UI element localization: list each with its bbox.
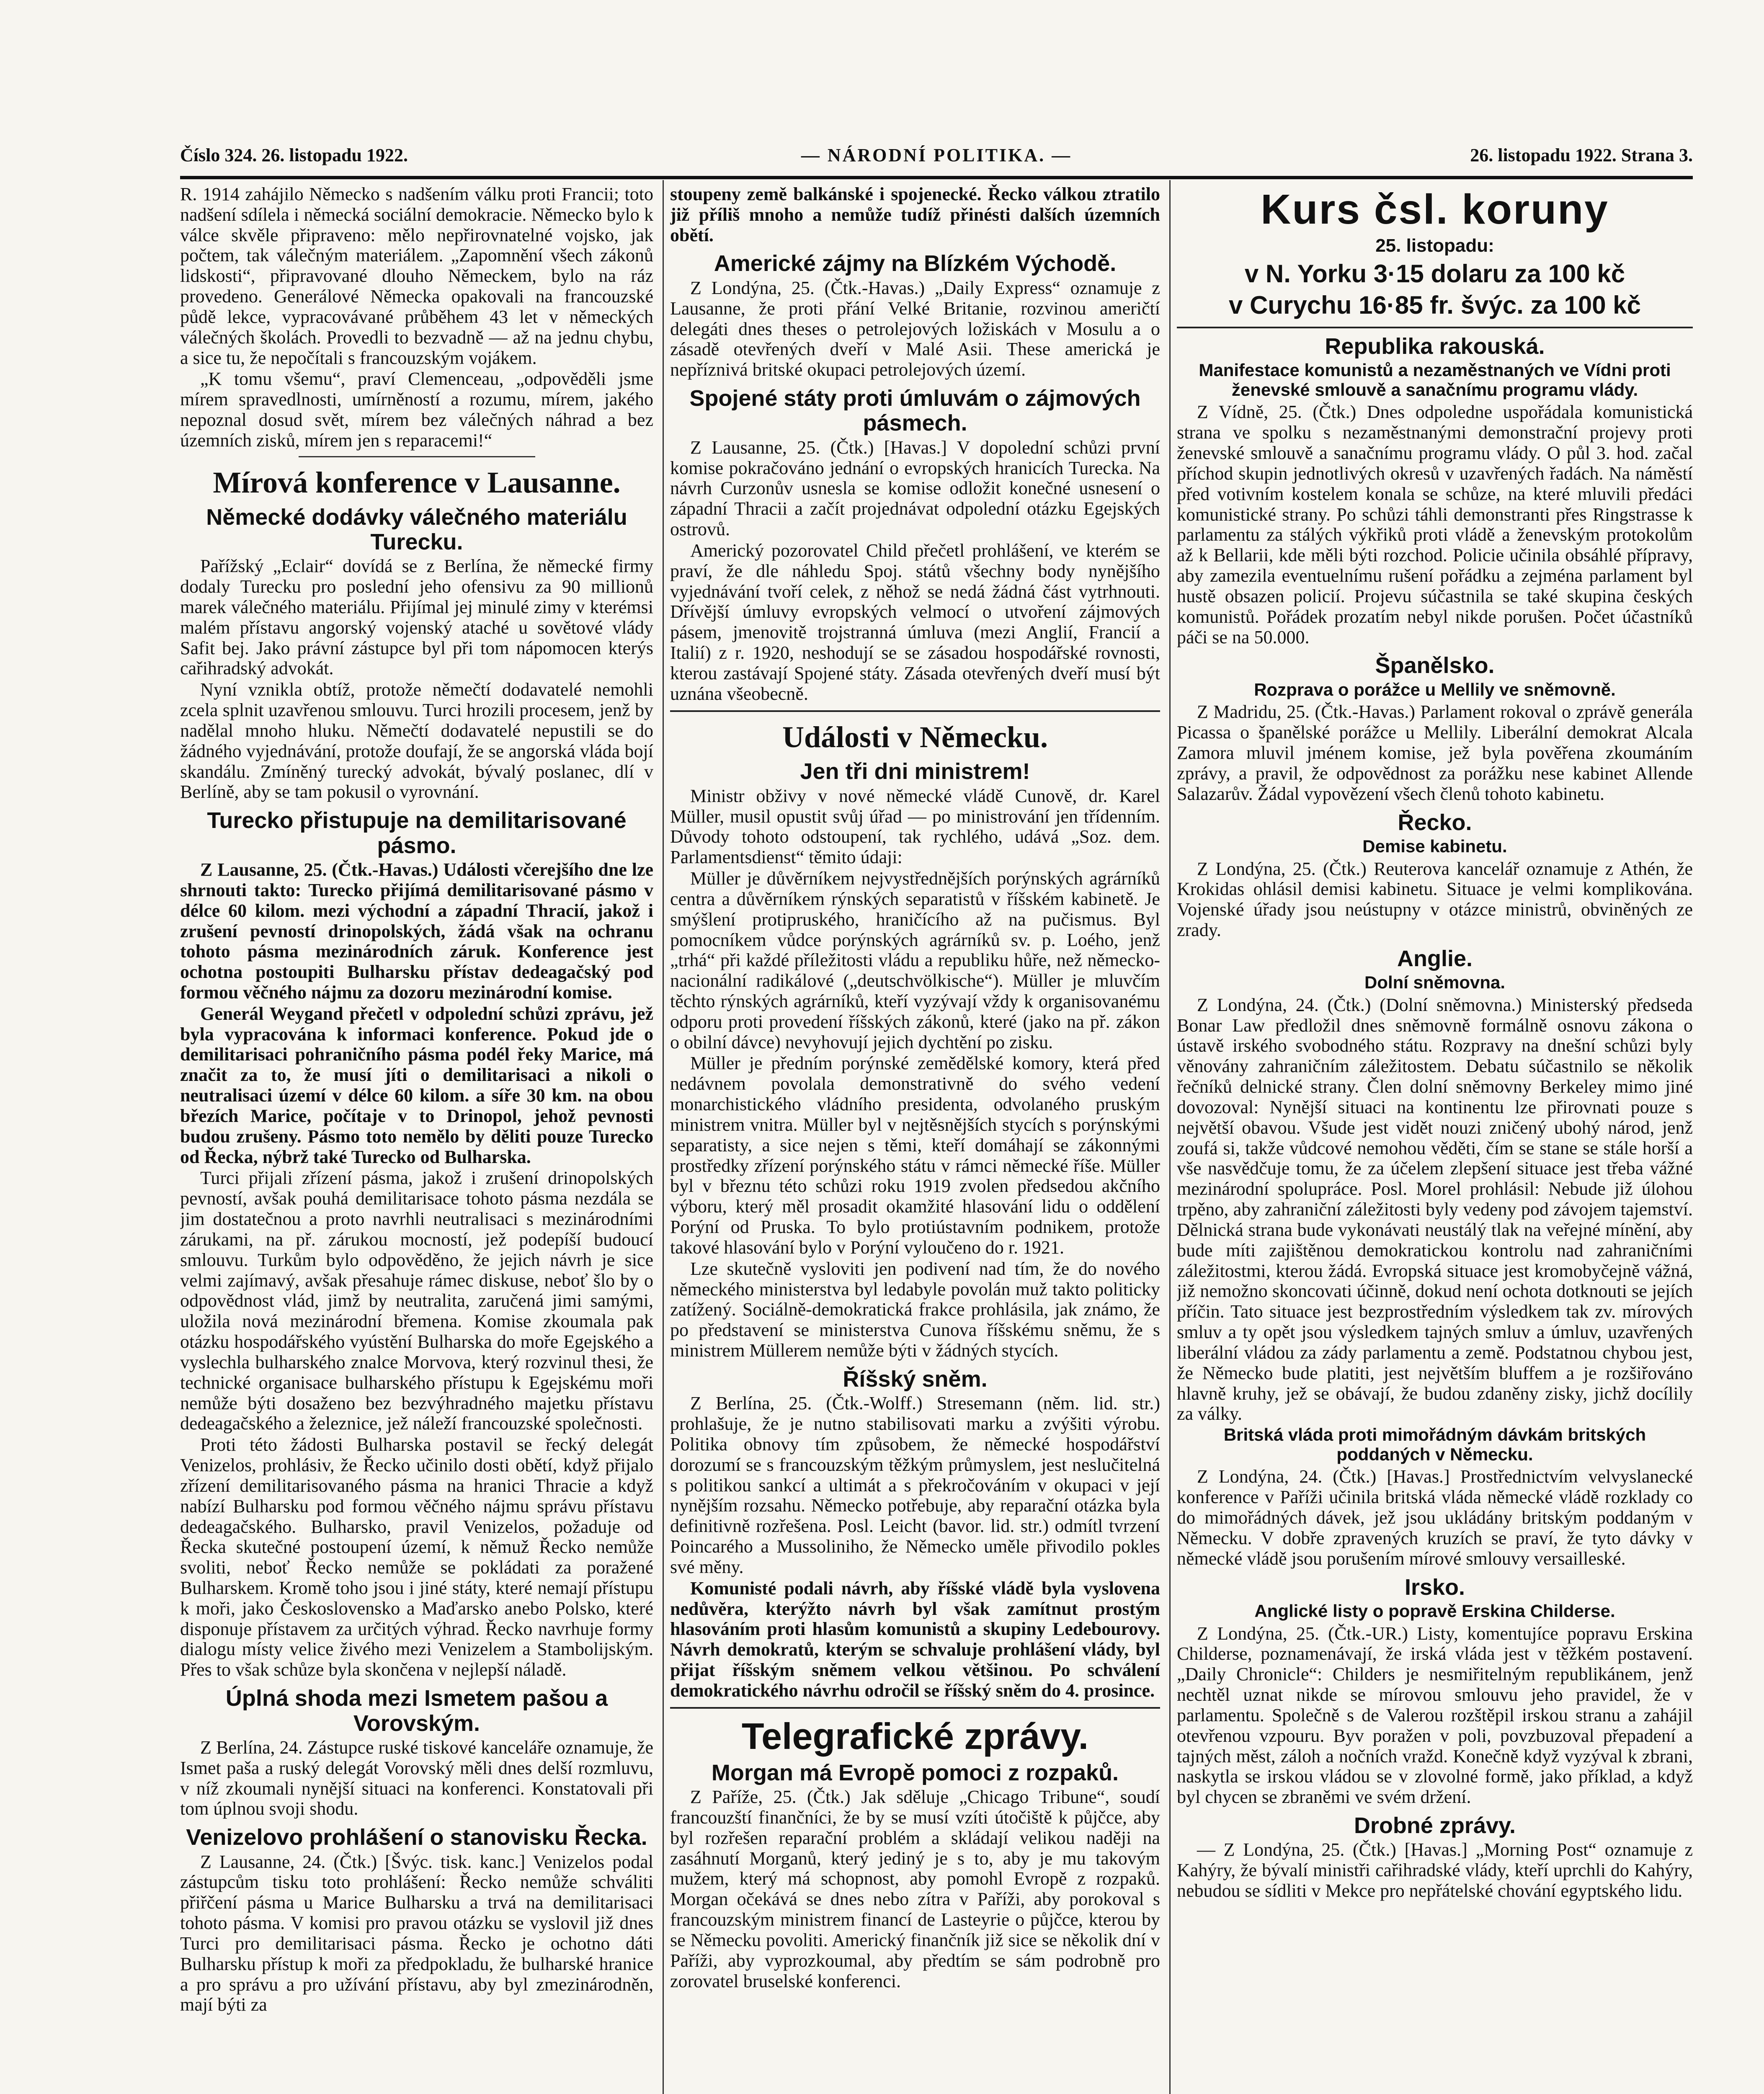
article-paragraph: stoupeny země balkánské i spojenecké. Řecko válkou ztratilo již příliš mnoho a nemůže tudíž přinésti dalších územních obětí. xyxy=(670,184,1160,245)
section-headline: Drobné zprávy. xyxy=(1354,1813,1516,1839)
exchange-rate-zurich: v Curychu 16·85 fr. švýc. za 100 kč xyxy=(1229,291,1641,319)
article-paragraph: Z Vídně, 25. (Čtk.) Dnes odpoledne uspořádala komunistická strana ve spolku s nezaměstnanými demonstrační projevy proti ženevské smlouvě a sanačnímu programu vlády. O půl 3. hod. začal příchod skupin jednotlivých okresů v uzavřených řadách. Na náměstí před votivním kostelem konala se schůze, na které mluvili předáci komunistické strany. Po schůzi táhli demonstranti přes Ringstrasse k parlamentu za stálých výkřiků proti vládě a ženevským protokolům až k Bellarii, kde měli býti rozchod. Policie učinila obsáhlé přípravy, aby zamezila eventuelnímu rušení pořádku a zejména parlament byl hustě obsazen policií. Projevu súčastnila se také skupina českých komunistů. Pořádek prozatím nebyl nikde porušen. Počet účastníků páči se na 50.000. xyxy=(1177,402,1693,647)
article-paragraph: Ministr obživy v nové německé vládě Cunově, dr. Karel Müller, musil opustit svůj úřad — po ministrování jen třídenním. Důvody tohoto odstoupení, tak rychlého, udává „Soz. dem. Parlamentsdienst“ těmito údaji: xyxy=(670,785,1160,868)
exchange-rate-title: Kurs čsl. koruny xyxy=(1261,186,1609,233)
article-paragraph: Lze skutečně vysloviti jen podivení nad tím, že do nového německého ministerstva byl ledabyle povolán muž takto politicky zatížený. Sociálně-demokratická frakce prohlásila, jak známo, že po představení se ministerstva Cunova říšskému sněmu, že s ministrem Müllerem nemůže býti v žádných stycích. xyxy=(670,1258,1160,1361)
article-headline: Dolní sněmovna. xyxy=(1364,972,1506,993)
article-paragraph: Z Londýna, 25. (Čtk.-Havas.) „Daily Express“ oznamuje z Lausanne, že proti přání Velké Britanie, rozvinou američtí delegáti dnes theses o petrolejových ložiskách v Mosulu a o zásadě otevřených dveří v Malé Asii. These americká je nepříznivá britské okupaci petrolejových území. xyxy=(670,277,1160,380)
article-paragraph: Z Londýna, 24. (Čtk.) [Havas.] Prostřednictvím velvyslanecké konference v Paříži učinila britská vláda německé vládě rozklady co do mimořádných dávek, jež jsou ukládány britským poddaným v Německu. V dobře zpravených kruzích se praví, že tyto dávky v německé vládě jsou porušením mírové smlouvy versailleské. xyxy=(1177,1466,1693,1569)
exchange-rate-date: 25. listopadu: xyxy=(1375,235,1494,256)
article-paragraph: Proti této žádosti Bulharska postavil se řecký delegát Venizelos, prohlásiv, že Řecko učinilo dosti obětí, když přijalo zřízení demilitarisovaného pásma na hranici Thracie a když nabízí Bulharsku pod formou věčného nájmu správu přístavu dedeagačského. Bulharsko, pravil Venizelos, požaduje od Řecka skutečné postoupení území, k němuž Řecko nemůže svoliti, neboť Řecko nemůže se pokládati za poražené Bulharskem. Kromě toho jsou i jiné státy, které nemají přístupu k moři, jako Československo a Maďarsko anebo Polsko, které disponuje přístavem za určitých výhrad. Řecko navrhuje formy dialogu místy velice živého mezi Venizelem a Stambolijským. Přes to však schůze byla skončena v nejlepší náladě. xyxy=(180,1434,653,1680)
exchange-rate-new-york: v N. Yorku 3·15 dolaru za 100 kč xyxy=(1244,259,1625,288)
article-headline: Venizelovo prohlášení o stanovisku Řecka. xyxy=(186,1825,647,1850)
article-paragraph: Pařížský „Eclair“ dovídá se z Berlína, že německé firmy dodaly Turecku pro poslední jeho ofensivu za 90 millionů marek válečného materiálu. Přijímal jej minulé zimy v kterémsi malém přístavu angorský vojenský ataché u sovětové vlády Safit bej. Jako právní zástupce byl při tom nápomocen kterýs cařihradský advokát. xyxy=(180,556,653,679)
article-paragraph: Komunisté podali návrh, aby říšské vládě byla vyslovena nedůvěra, kterýžto návrh byl však zamítnut prostým hlasováním proti hlasům komunistů a skupiny Ledebourovy. Návrh demokratů, kterým se schvaluje prohlášení vlády, byl přijat říšským sněmem velkou většinou. Po schválení demokratického návrhu odročil se říšský sněm do 4. prosince. xyxy=(670,1578,1160,1701)
article-paragraph: Z Lausanne, 24. (Čtk.) [Švýc. tisk. kanc.] Venizelos podal zástupcům tisku toto prohlášení: Řecko nemůže schváliti přiřčení pásma u Marice Bulharsku a trvá na demilitarisaci tohoto pásma. V komisi pro pravou otázku se vyslovil již dnes Turci pro demilitarisaci pásma. Řecko je ochotno dáti Bulharsku přístup k moři za předpokladu, že bulharské hranice a pro správu a pro užívání přístavu, aby byl zmezinárodněn, mají býti za xyxy=(180,1851,653,2015)
section-headline: Irsko. xyxy=(1404,1574,1465,1600)
section-headline: Mírová konference v Lausanne. xyxy=(213,465,621,499)
article-paragraph: Americký pozorovatel Child přečetl prohlášení, ve kterém se praví, že dle náhledu Spoj. států všechny body nynějšího vyjednávání tvoří celek, z něhož se nedá žádná část vytrhnouti. Dřívější úmluvy evropských velmocí o utvoření zájmových pásem, jmenovitě trojstranná úmluva (mezi Anglií, Francií a Italií) z r. 1920, neshodují se se zásadou hospodářské rovnosti, kterou zastávají Spojené státy. Zásada otevřených dveří musí být uznána všeobecně. xyxy=(670,540,1160,704)
article-paragraph: Z Londýna, 25. (Čtk.) Reuterova kancelář oznamuje z Athén, že Krokidas ohlásil demisi kabinetu. Situace je velmi komplikována. Vojenské úřady jsou neústupny v otázce ministrů, obviněných ze zrady. xyxy=(1177,858,1693,940)
article-paragraph: Z Londýna, 25. (Čtk.-UR.) Listy, komentujíce popravu Erskina Childerse, poznamenávají, že irská vláda jest v těžkém postavení. „Daily Chronicle“: Childers je nesmiřitelným republikánem, jenž nechtěl uznat nikde se mírovou smlouvu jeho pravidel, že v parlamentu. Společně s de Valerou rozštěpil irskou stranu a zahájil otevřenou vzpouru. Byv poražen v poli, povzbuzoval přepadení a tajných měst, záloh a nočních vražd. Konečně když vyzýval k zbrani, naskytla se irskou vládou se v zlovolné formě, jako příklad, a když byl chycen se zbraněmi ve svém držení. xyxy=(1177,1623,1693,1808)
article-headline: Jen tři dni ministrem! xyxy=(800,759,1030,784)
issue-number-date: Číslo 324. 26. listopadu 1922. xyxy=(180,145,408,165)
divider xyxy=(1177,327,1693,328)
column-1 xyxy=(180,184,653,2094)
section-headline-telegraficke: Telegrafické zprávy. xyxy=(741,1715,1089,1757)
article-paragraph: Z Paříže, 25. (Čtk.) Jak sděluje „Chicago Tribune“, soudí francouzští finančníci, že by se musí vzíti útočiště k půjčce, aby byl rozřešen reparační problém a skládají velikou naději na zasáhnutí Morganů, který jediný je s to, aby je mu takovým mužem, který má schopnost, aby pomohl Evropě z rozpaků. Morgan očekává se dnes nebo zítra v Paříži, aby porokoval s francouzským ministrem financí de Lasteyrie o půjčce, kterou by se Německu povoliti. Americký finančník již sice se několik dní v Paříži, aby vyprozkoumal, aby předtím se sám podrobně pro zorovatel bruselské konferenci. xyxy=(670,1787,1160,1991)
article-paragraph: Turci přijali zřízení pásma, jakož i zrušení drinopolských pevností, avšak pouhá demilitarisace tohoto pásma nezdála se jim dostatečnou a proto navrhli neutralisaci s mezinárodními zárukami, na př. zárukou mocností, jež podepíší budoucí smlouvu. Turkům bylo odpověděno, že jejich návrh je sice velmi zajímavý, avšak přesahuje rámec diskuse, neboť šlo by o odpovědnost vlád, jimž by neutralita, zaručená jimi samými, uložila nová mezinárodní břemena. Komise zkoumala pak otázku hospodářského vyústění Bulharska do moře Egejského a vyslechla bulharského znalce Morvova, který rozvinul thesi, že technické organisace bulharského přístupu k Egejskému moři nemůže býti dosaženo bez bezvýhradného majetku přístavu dedeagačského a železnice, jež náleží francouzské společnosti. xyxy=(180,1168,653,1434)
article-headline: Britská vláda proti mimořádným dávkám britských poddaných v Německu. xyxy=(1223,1425,1646,1464)
column-divider xyxy=(1169,180,1171,2094)
divider xyxy=(670,1707,1160,1709)
article-paragraph: Z Londýna, 24. (Čtk.) (Dolní sněmovna.) Ministerský předseda Bonar Law předložil dnes sněmovně formálně osnovu zákona o ústavě irského svobodného státu. Rozpravy na dnešní schůzi byly věnovány zahraničním záležitostem. Debatu súčastnilo se několik řečníků delnické strany. Člen dolní sněmovny Berkeley mimo jiné dovozoval: Nynější situaci na kontinentu lze přirovnati pouze s největší obavou. Všude jest vidět nouzi zničený ubohý národ, jenž zoufá si, takže vůdcové nemohou věděti, čím se stane se stále horší a vše nasvědčuje tomu, že za účelem zlepšení situace jest třeba vážné mezinárodní spolupráce. Posl. Morel prohlásil: Nebude již úlohou trpěno, aby zahraniční záležitosti byly vedeny pod závojem tajemství. Dělnická strana bude vykonávati neustálý tlak na veřejné mínění, aby bude míti zajištěnou demokratickou kontrolu nad zahraničními záležitostmi, kterou žádá. Evropská situace jest kromobyčejně vážná, již nemožno skoncovati účinně, dokud není ochota dotknouti se jejích příčin. Tato situace jest bezprostředním výsledkem tak zv. mírových smluv a ty opět jsou výsledkem tajných smluv a úmluv, uzavřených liberální vládou za zády parlamentu a země. Podstatnou chybou jest, že Německo bude platiti, jest největším bluffem a je rozšiřováno hlavně kruhy, jež se obávají, že budou zdaněny zisky, jichž docílily za války. xyxy=(1177,994,1693,1424)
article-headline: Spojené státy proti úmluvám o zájmových pásmech. xyxy=(689,386,1141,436)
page-date-number: 26. listopadu 1922. Strana 3. xyxy=(1470,145,1693,165)
article-paragraph: Müller je předním porýnské zemědělské komory, která před nedávnem povolala demonstrativně do svého vedení monarchistického vládního presidenta, odvolaného pruským ministrem vnitra. Müller byl v nejtěsnějších stycích s porýnskými separatisty, a sice nejen s těmi, kteří domáhají se zákonnými prostředky zřízení porýnského státu v rámci německé říše. Müller byl v březnu této schůzi roku 1919 zvolen předsedou akčního výboru, který měl prosadit okamžité hlasování lidu o oddělení Porýní od Pruska. To bylo protiústavním podnikem, protože takové hlasování bylo v Porýní vyloučeno do r. 1921. xyxy=(670,1053,1160,1258)
exchange-rate-box xyxy=(1177,188,1693,321)
article-headline: Německé dodávky válečného materiálu Turecku. xyxy=(206,504,627,554)
column-divider xyxy=(663,180,664,2094)
article-headline: Úplná shoda mezi Ismetem pašou a Vorovským. xyxy=(225,1686,608,1736)
article-paragraph: Nyní vznikla obtíž, protože němečtí dodavatelé nemohli zcela splnit uzavřenou smlouvu. Turci hrozili procesem, jenž by nadělal mnoho hluku. Němečtí dodavatelé nepustili se do žádného vyjednávání, protože doufají, že se angorská vláda bojí skandálu. Zmíněný turecký advokát, bývalý poslanec, dlí v Berlíně, aby se tam pokusil o vyrovnání. xyxy=(180,679,653,802)
column-2 xyxy=(670,184,1160,2094)
section-headline: Anglie. xyxy=(1397,946,1473,971)
article-headline: Anglické listy o popravě Erskina Childerse. xyxy=(1254,1601,1615,1621)
section-headline: Řecko. xyxy=(1398,810,1472,835)
section-headline: Republika rakouská. xyxy=(1325,333,1545,359)
article-headline: Turecko přistupuje na demilitarisované pásmo. xyxy=(207,808,627,858)
article-paragraph: Z Berlína, 25. (Čtk.-Wolff.) Stresemann (něm. lid. str.) prohlašuje, že je nutno stabilisovati marku a zvýšiti výrobu. Politika obnovy tím způsobem, že německé hospodářství dorozumí se s francouzským těžkým průmyslem, jest neslučitelná s politikou sankcí a ultimát a s překročováním v okupaci v její nynějším rozsahu. Německo potřebuje, aby reparační otázka byla definitivně rozřešena. Posl. Leicht (bavor. lid. str.) odmítl tvrzení Poincarého a Mussoliniho, že Německo uměle přivodilo pokles své měny. xyxy=(670,1393,1160,1577)
masthead xyxy=(180,144,1693,173)
article-headline: Říšský sněm. xyxy=(843,1366,988,1392)
section-headline: Události v Německu. xyxy=(782,720,1048,754)
section-headline: Španělsko. xyxy=(1375,653,1495,678)
article-paragraph: Müller je důvěrníkem nejvystřednějších porýnských agrárníků centra a důvěrníkem rýnských separatistů v říšském kabinetě. Je smýšlení protipruského, hraničícího až na pučismus. Byl pomocníkem vůdce porýnských agrárníků sv. p. Loého, jenž „trhá“ při každé příležitosti vládu a republiku hůře, než německo-nacionální radikálové („deutschvölkische“). Müller je mluvčím těchto rýnských agrárníků, kteří vyzývají vždy k organisovanému odporu proti provedení říšských zákonů, které (jako na př. zákon o obilní dávce) nevyhovují jejich dychtění po zisku. xyxy=(670,868,1160,1052)
article-paragraph: Z Lausanne, 25. (Čtk.) [Havas.] V dopolední schůzi první komise pokračováno jednání o evropských hranicích Turecka. Na návrh Curzonův usnesla se komise odložit konečné usnesení o západní Thracii a začít projednávat odpolední otázku Egejských ostrovů. xyxy=(670,437,1160,540)
article-headline: Rozprava o porážce u Mellily ve sněmovně. xyxy=(1254,679,1616,699)
article-paragraph: „K tomu všemu“, praví Clemenceau, „odpověděli jsme mírem spravedlnosti, umírněností a rozumu, mírem, jakého nepoznal dosud svět, mírem bez válečných náhrad a bez územních zisků, mírem jen s reparacemi!“ xyxy=(180,369,653,451)
article-paragraph: Generál Weygand přečetl v odpolední schůzi zprávu, jež byla vypracována k informaci konference. Pokud jde o demilitarisaci pohraničního pásma podél řeky Marice, má značit za to, že musí jíti o demilitarisaci a nikoli o neutralisaci území v délce 60 kilom. a síře 30 km. na obou březích Marice, počítaje v to Drinopol, jehož pevnosti budou zrušeny. Pásmo toto nemělo by děliti pouze Turecko od Řecka, nýbrž také Turecko od Bulharska. xyxy=(180,1003,653,1167)
column-3 xyxy=(1177,184,1693,2094)
article-paragraph: — Z Londýna, 25. (Čtk.) [Havas.] „Morning Post“ oznamuje z Kahýry, že bývalí ministři cařihradské vlády, kteří uprchli do Kahýry, nebudou se sídliti v Mekce pro nepřátelské chování egyptského lidu. xyxy=(1177,1839,1693,1901)
divider xyxy=(670,710,1160,712)
article-headline: Morgan má Evropě pomoci z rozpaků. xyxy=(711,1760,1119,1785)
article-headline: Manifestace komunistů a nezaměstnaných ve Vídni proti ženevské smlouvě a sanačnímu programu vlády. xyxy=(1199,360,1671,400)
article-paragraph: Z Berlína, 24. Zástupce ruské tiskové kanceláře oznamuje, že Ismet paša a ruský delegát Vorovský měli dnes delší rozmluvu, v níž zkoumali nynější situaci na konferenci. Konstatovali při tom úplnou svoji shodu. xyxy=(180,1737,653,1819)
article-paragraph: Z Madridu, 25. (Čtk.-Havas.) Parlament rokoval o zprávě generála Picassa o španělské porážce u Mellily. Liberální demokrat Alcala Zamora mluvil jménem komise, jež byla pověřena zkoumáním zprávy, a pravil, že odpovědnost za porážku nese kabinet Allende Salazarův. Žádal vypovězení všech členů tohoto kabinetu. xyxy=(1177,701,1693,804)
newspaper-title: — NÁRODNÍ POLITIKA. — xyxy=(801,145,1072,165)
article-paragraph: R. 1914 zahájilo Německo s nadšením válku proti Francii; toto nadšení sdílela i německá sociální demokracie. Německo bylo k válce skvěle připraveno: mělo nepřirovnatelné vojsko, jak počtem, tak válečným materiálem. „Zapomnění všech zákonů lidskosti“, připravované dlouho Německem, bylo na ráz provedeno. Generálové Německa opakovali na francouzské půdě lekce, vypracovávané průběhem 43 let v německých válečných školách. Provedli to bezvadně — až na jednu chybu, a sice tu, že nepočítali s francouzským vojákem. xyxy=(180,184,653,368)
article-headline: Demise kabinetu. xyxy=(1362,836,1507,856)
article-headline: Americké zájmy na Blízkém Východě. xyxy=(714,251,1117,276)
divider xyxy=(299,456,535,457)
article-paragraph: Z Lausanne, 25. (Čtk.-Havas.) Události včerejšího dne lze shrnouti takto: Turecko přijímá demilitarisované pásmo v délce 60 kilom. mezi východní a západní Thracií, jakož i zrušení pevností drinopolských, žádá však na ochranu tohoto pásma mezinárodních záruk. Konference jest ochotna postoupiti Bulharsku přístav dedeagačský pod formou věčného nájmu za dozoru mezinárodní komise. xyxy=(180,859,653,1003)
masthead-rule xyxy=(180,176,1693,179)
